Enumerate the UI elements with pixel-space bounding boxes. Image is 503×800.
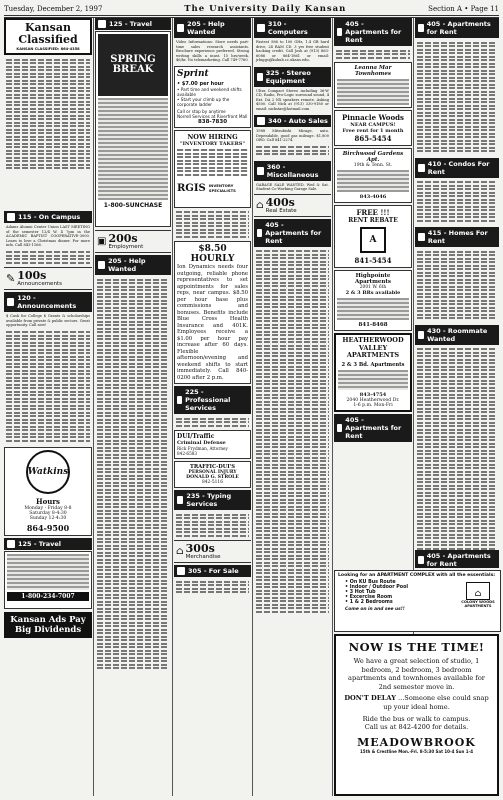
section-icon (337, 424, 342, 432)
colony-feature: • Excercise Room (345, 595, 393, 600)
highpointe-phone: 841-8468 (358, 322, 388, 328)
roommate-listings (415, 345, 499, 569)
megaphone-icon: ✎ (6, 272, 16, 285)
section-icon (98, 261, 105, 269)
heatherwood-beds: 2 & 3 Bd. Apartments (341, 361, 405, 368)
sprint-logo: Sprint (177, 68, 209, 79)
column-5 (334, 18, 412, 568)
dui-sub: Criminal Defense (177, 440, 226, 446)
section-header-miscellaneous: 360 - Miscellaneous (254, 161, 331, 181)
column-1 (4, 18, 92, 796)
announcements-category (4, 267, 92, 290)
free-rent: FREE !!! (356, 208, 390, 217)
section-header-apartments-c: 405 - Apartments for Rent (254, 219, 331, 247)
section-icon (337, 28, 342, 36)
highpointe-name: Highpointe Apartments (354, 273, 392, 285)
heatherwood-details (338, 370, 408, 390)
merchandise-category (174, 540, 251, 563)
section-header-announcements: 120 - Announcements (4, 292, 92, 312)
dui-phone: 842-6583 (177, 451, 198, 456)
hourly-body: Ion Dynamics needs four outgoing, reliable phone representatives to set appointments for sales reps, near campus. $8.50 per hour base plus commissions and bonuses. Benefits include Blue Cross Health Insurance and 401K. Employees receive a $1.00 per hour pay increase after 60 days. Flexible afternoon/evening and weekend shifts to start immediately. Call 840-0200 after 2 p.m. (177, 264, 248, 381)
sprint-shifts: • Part time and weekend shifts available (177, 86, 242, 97)
section-page: Section A • Page 11 (428, 4, 499, 13)
watkins-logo: Watkins (27, 467, 69, 477)
section-icon (418, 233, 425, 241)
section-header-typing-services: 235 - Typing Services (174, 490, 251, 510)
traffic-sub: PERSONAL INJURY (188, 470, 237, 475)
classified-title: Kansan Classified (18, 21, 78, 46)
classified-policy-text (4, 55, 92, 209)
house-icon: ⌂ (256, 199, 264, 211)
birchwood-phone: 843-4046 (359, 194, 387, 200)
leanna-mar-name: Leanna Mar Townhomes (354, 65, 392, 77)
category-name: Announcements (17, 281, 62, 287)
hourly-title: $8.50 HOURLY (190, 244, 235, 264)
section-icon (257, 229, 262, 237)
on-campus-filler (4, 251, 92, 267)
column-divider (93, 18, 94, 796)
category-name: Real Estate (265, 207, 297, 214)
apartments-listings (254, 247, 331, 617)
real-estate-category (254, 194, 331, 217)
section-header-apartments-d: 405 - Apartments for Rent (334, 414, 412, 442)
section-icon (418, 331, 424, 339)
meadowbrook-ad (334, 634, 499, 796)
section-icon (177, 496, 183, 504)
watkins-hours-weekday: Monday - Friday 8-8 (24, 506, 72, 511)
leanna-mar-details (337, 79, 409, 105)
section-header-travel: 125 - Travel (95, 18, 171, 30)
highpointe-ad (334, 270, 412, 331)
now-call: Call us at 842-4200 for details. (364, 723, 469, 732)
heatherwood-hours: 1-6 p.m. Mon-Fri (353, 402, 393, 408)
highpointe-address: 2001 W. 6th (359, 285, 387, 290)
section-icon (418, 556, 424, 564)
highpointe-beds: 2 & 3 BRs available (345, 290, 401, 296)
column-4 (254, 18, 331, 796)
now-ride: Ride the bus or walk to campus. (362, 714, 471, 723)
spring-break-destinations (98, 98, 168, 200)
tag-icon: ⌂ (176, 546, 184, 557)
dui-title: DUI/Traffic (177, 433, 215, 440)
traffic-name: DONALD G. STROLE (186, 475, 239, 480)
colony-feature: • 3 Hot Tub (345, 590, 376, 595)
on-campus-listing: Adams Alumni Center Union LAST MEETING of the semester 12/4 W. 4 7pm in the ACADEMIC BAPTIST COOPERATIVE-3000. Learn to love a Christmas dinner. For more info. Call 843-1166. (6, 225, 90, 247)
rgis-details (177, 147, 248, 183)
kansan-classified-masthead (4, 18, 92, 55)
heatherwood-name: HEATHERWOOD VALLEY APARTMENTS (342, 336, 404, 359)
ion-dynamics-ad (174, 241, 251, 384)
homes-listings (415, 247, 499, 323)
section-icon (177, 396, 182, 404)
section-header-apartments-a: 405 - Apartments for Rent (334, 18, 412, 46)
employment-category (95, 230, 171, 253)
category-name: Employment (108, 244, 144, 250)
colony-woods-ad (334, 570, 501, 632)
column-divider (172, 18, 173, 796)
as-phone: 841-5454 (354, 256, 392, 265)
rgis-ad (174, 130, 251, 208)
colony-feature: • On KU Bus Route (345, 580, 396, 585)
section-icon (7, 213, 15, 221)
colony-logo-icon: ⌂ (466, 582, 490, 600)
spring-break-banner: SPRING BREAK (98, 34, 168, 96)
category-number: 400s (265, 195, 295, 209)
section-header-apartments-e: 405 - Apartments for Rent (415, 550, 499, 568)
as-logo: A (360, 227, 386, 253)
professional-services-filler (174, 414, 251, 430)
typing-services-filler (174, 510, 251, 540)
category-number: 200s (108, 232, 138, 245)
meadowbrook-name: MEADOWBROOK (357, 735, 476, 749)
hiring-title: NOW HIRING (187, 132, 238, 141)
stereo-listing: Ultra Compact Stereo including 36-W CD, Radio, Pro-Logic surround sound, 4 Ext. DA 2 NX speakers remote. Asking $500. Call Nick at (913) 330-9180 or email: nickstar@hotmail.com (256, 88, 329, 111)
section-icon (98, 20, 106, 28)
condos-listings (415, 178, 499, 226)
strole-ad (174, 461, 251, 488)
birchwood-name: Birchwood Gardens Apt. (342, 151, 404, 163)
section-header-homes: 415 - Homes For Rent (415, 227, 499, 247)
watkins-hours-saturday: Saturday 8-4:30 (29, 511, 67, 516)
newspaper-title: The University Daily Kansan (184, 3, 347, 14)
pinnacle-phone: 865-5454 (354, 134, 392, 143)
announcement-listing: $ Cash for College $ Grants & scholarships available from private & public sectors. Great opportunity. Call now! (6, 314, 90, 327)
colony-cta: Come on in and see us!! (345, 607, 405, 612)
spring-break-destinations (7, 554, 89, 590)
section-header-apartments-b: 405 - Apartments for Rent (415, 18, 499, 38)
computers-listing: Fastest 586 to 100 GHz, 1.4 GB hard drive, 24 RAM CD. 3 yrs free student hacking credit. Call Josh at (913) 863-6086 or 864-1861 or email: jrhiggs@kuhub.cc.ukans.edu. (256, 40, 329, 62)
section-icon (257, 117, 265, 125)
colony-feature: • Indoor / Outdoor Pool (345, 585, 409, 590)
section-header-condos: 410 - Condos For Rent (415, 158, 499, 178)
section-icon (418, 164, 425, 172)
column-2 (95, 18, 171, 796)
dui-ad (174, 430, 251, 459)
auto-filler (254, 146, 331, 159)
apartments-b-listings (415, 38, 499, 156)
section-header-auto-sales: 340 - Auto Sales (254, 115, 331, 127)
leanna-mar-ad (334, 62, 412, 108)
birchwood-ad (334, 148, 412, 203)
column-3 (174, 18, 251, 796)
section-icon (177, 24, 184, 32)
briefcase-icon: ▣ (97, 236, 107, 247)
classified-phone: KANSAN CLASSIFIED: 864-4358 (16, 47, 80, 51)
now-body: We have a great selection of studio, 1 bedroom, 2 bedroom, 3 bedroom apartments and townhomes available for 2nd semester move in. (348, 657, 485, 691)
section-icon (7, 298, 14, 306)
rent-rebate: RENT REBATE (348, 217, 398, 224)
watkins-phone: 864-9500 (26, 523, 70, 533)
watkins-ad (4, 447, 92, 536)
colony-feature: • 1 & 2 Bedrooms (345, 600, 393, 605)
category-name: Merchandise (185, 554, 221, 560)
watkins-hours-sunday: Sunday 12-4:30 (29, 516, 67, 521)
traffic-title: TRAFFIC-DUI'S (189, 464, 236, 470)
category-number: 100s (17, 269, 47, 282)
heatherwood-ad (334, 333, 412, 412)
traffic-phone: 842-5116 (201, 480, 224, 485)
spring-break-ad-2 (4, 551, 92, 609)
issue-date: Tuesday, December 2, 1997 (4, 4, 103, 13)
section-header-for-sale: 305 - For Sale (174, 565, 251, 577)
sprint-call: Call or stop by anytime (177, 108, 226, 114)
dui-attorney: Rick Frydman, Attorney (177, 446, 228, 451)
now-title: NOW IS THE TIME! (348, 640, 485, 654)
sprint-location: Norrell Services at Riverfront Mall (177, 113, 248, 119)
section-icon (7, 540, 15, 548)
section-icon (257, 73, 263, 81)
birchwood-address: 19th & Tenn. St. (353, 163, 393, 168)
section-header-help-wanted-2: 205 - Help Wanted (95, 255, 171, 275)
column-6 (415, 18, 499, 568)
column-divider (332, 18, 333, 796)
section-header-computers: 310 - Computers (254, 18, 331, 38)
pinnacle-free: Free rent for 1 month (342, 128, 404, 134)
page-header (4, 3, 499, 14)
pinnacle-woods-ad (334, 110, 412, 146)
help-wanted-filler (174, 208, 251, 242)
section-icon (257, 167, 264, 175)
pinnacle-sub: NEAR CAMPUS! (350, 122, 396, 128)
hiring-sub: "INVENTORY TAKERS" (179, 140, 246, 147)
sprint-pay: • $7.00 per hour (177, 80, 224, 87)
kansan-ads-pay: Kansan Ads Pay Big Dividends (4, 612, 92, 638)
sprint-ad (174, 66, 251, 128)
section-header-roommate: 430 - Roommate Wanted (415, 325, 499, 345)
section-header-help-wanted: 205 - Help Wanted (174, 18, 251, 38)
announcements-filler (4, 331, 92, 445)
colony-title: Looking for an APARTMENT COMPLEX with all the essentials: (338, 573, 496, 578)
now-delay: ...Someone else could snap up your ideal home. (383, 694, 489, 711)
now-delay-bold: DON'T DELAY (344, 694, 396, 703)
sprint-phone: 838-7830 (197, 118, 228, 125)
section-icon (418, 24, 424, 32)
heatherwood-address: 2040 Heatherwood Dr. (346, 397, 400, 403)
column-divider (252, 18, 253, 796)
misc-listing: GARAGE SALE WANTED. Wed & Sat. Student Co-Working Garage Sale. (256, 182, 329, 191)
rgis-sub: INVENTORY SPECIALISTS (208, 183, 236, 193)
meadowbrook-address: 15th & Crestline Mon.-Fri. 8-5:30 Sat 10-4 Sun 1-4 (360, 748, 473, 754)
colony-name: COLONY WOODS APARTMENTS (461, 600, 495, 608)
birchwood-details (337, 170, 409, 192)
travel-phone: 1-800-SUNCHASE (103, 202, 163, 209)
help-wanted-listings (95, 275, 171, 673)
sprint-ladder: • Start your climb up the corporate ladder (177, 96, 230, 107)
section-icon (177, 567, 185, 575)
help-wanted-listing: Video Informations: Store needs part-time sales research assistants. Brochure experience preferred. Strong writing skills a must. 15 hrs/week. $6/hr. No telemarketing. Call 749-7760 (176, 40, 249, 62)
for-sale-filler (174, 577, 251, 597)
section-header-travel-2: 125 - Travel (4, 538, 92, 550)
pinnacle-name: Pinnacle Woods (342, 113, 404, 122)
rgis-logo: RGIS (177, 182, 206, 194)
section-header-on-campus: 115 - On Campus (4, 211, 92, 223)
spring-break-ad (95, 31, 171, 227)
section-header-professional-services: 225 - Professional Services (174, 386, 251, 414)
apartments-a-filler (334, 46, 412, 62)
heatherwood-phone: 843-4754 (359, 391, 387, 398)
section-header-stereo: 325 - Stereo Equipment (254, 67, 331, 87)
auto-listing: 1988 Mitsubishi Mirage, auto. Dependable, good gas mileage. $1,800 OBO. Call 841-2274. (256, 129, 329, 142)
category-number: 300s (185, 542, 215, 555)
break-phone: 1-800-234-7007 (7, 592, 89, 601)
header-rule (4, 15, 499, 16)
highpointe-amenities (337, 298, 409, 320)
watkins-hours-title: Hours (35, 497, 60, 506)
as-rent-rebate-ad (334, 205, 412, 268)
section-icon (257, 24, 265, 32)
